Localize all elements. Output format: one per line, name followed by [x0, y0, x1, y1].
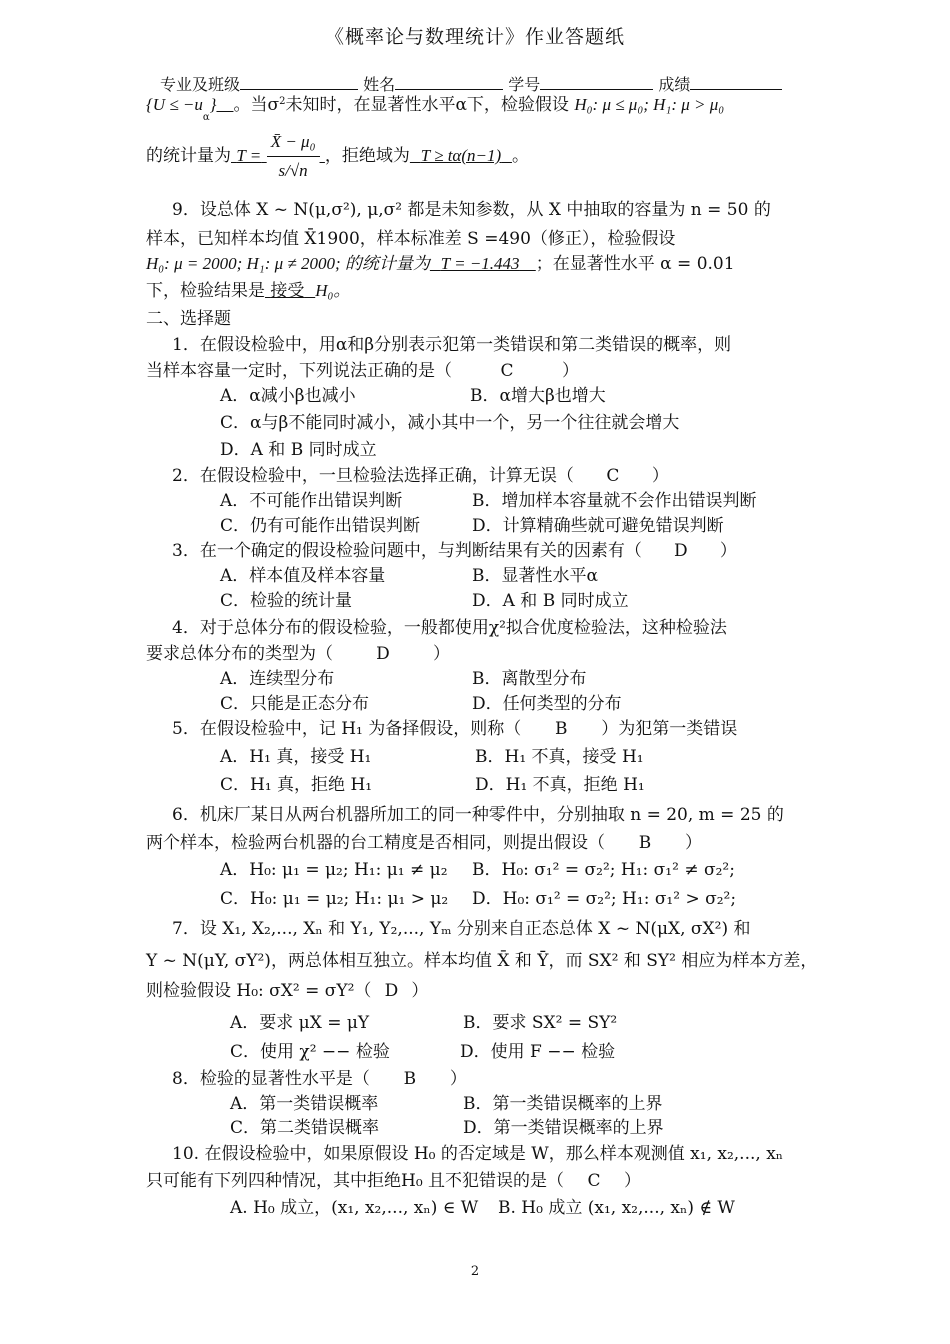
- q9-line-4: 下，检验结果是 接受 H₀。: [146, 281, 351, 301]
- continuation-line-1: $\{U \le -u_\alpha\}$ 。当$\sigma^2$未知时，在显著性水平α下，检验假设 H₀: μ ≤ μ₀; H₁: μ > μ₀: [146, 95, 725, 123]
- q8-option-a: A．第一类错误概率: [230, 1094, 379, 1114]
- name-blank[interactable]: [395, 75, 503, 90]
- q8-option-b: B．第一类错误概率的上界: [463, 1094, 663, 1114]
- q5-option-c: C．H₁ 真，拒绝 H₁: [220, 775, 373, 795]
- q10-option-b: B. H₀ 成立 (x₁, x₂,..., xₙ) ∉ W: [498, 1198, 735, 1218]
- q6-option-c: C．H₀: μ₁ = μ₂; H₁: μ₁ > μ₂: [220, 889, 449, 909]
- q8-option-c: C．第二类错误概率: [230, 1118, 380, 1138]
- q6-option-d: D．H₀: σ₁² = σ₂²; H₁: σ₁² > σ₂²;: [472, 889, 737, 909]
- q5-option-b: B．H₁ 不真，接受 H₁: [475, 747, 644, 767]
- continuation-line-2: 的统计量为 T = $\frac{\text{X̄ − μ₀}}{s/√n}$ ，拒绝域为 T ≥ tα(n−1) 。: [146, 128, 529, 185]
- q5-answer: B: [555, 719, 568, 739]
- q10-option-a: A. H₀ 成立，(x₁, x₂,..., xₙ) ∈ W: [230, 1198, 479, 1218]
- q4-option-b: B．离散型分布: [472, 669, 587, 689]
- q8-answer: B: [403, 1069, 417, 1089]
- q1-stem-1: 1．在假设检验中，用α和β分别表示犯第一类错误和第二类错误的概率，则: [172, 335, 732, 355]
- page-number: 2: [470, 1264, 480, 1279]
- q9-statistic-answer: T = −1.443: [440, 254, 520, 273]
- hypothesis-text: H₀: μ ≤ μ₀; H₁: μ > μ₀: [574, 95, 725, 114]
- q10-answer: C: [587, 1171, 601, 1191]
- q7-stem-2: Y ~ N(μY, σY²)，两总体相互独立。样本均值 X̄ 和 Ȳ，而 SX² 和 SY² 相应为样本方差，: [146, 951, 818, 971]
- q1-stem-2: 当样本容量一定时，下列说法正确的是（ C ）: [146, 361, 579, 381]
- q3-option-a: A．样本值及样本容量: [220, 566, 386, 586]
- q8-option-d: D．第一类错误概率的上界: [463, 1118, 664, 1138]
- q4-option-d: D．任何类型的分布: [472, 694, 622, 714]
- q2-option-c: C．仍有可能作出错误判断: [220, 516, 421, 536]
- q5-option-a: A．H₁ 真，接受 H₁: [220, 747, 372, 767]
- q1-answer: C: [500, 361, 514, 381]
- q4-stem-2: 要求总体分布的类型为（ D ）: [146, 644, 450, 664]
- rejection-region-answer: T ≥ tα(n−1): [420, 146, 502, 165]
- q3-answer: D: [674, 541, 688, 561]
- q5-stem: 5．在假设检验中，记 H₁ 为备择假设，则称（ B ）为犯第一类错误: [172, 719, 738, 739]
- q1-option-d: D．A 和 B 同时成立: [220, 440, 377, 460]
- q6-option-b: B．H₀: σ₁² = σ₂²; H₁: σ₁² ≠ σ₂²;: [472, 860, 735, 880]
- q10-stem-1: 10. 在假设检验中，如果原假设 H₀ 的否定域是 W，那么样本观测值 x₁, x₂,..., xₙ: [172, 1144, 784, 1164]
- major-class-blank[interactable]: [240, 75, 358, 90]
- q1-option-b: B．α增大β也增大: [470, 386, 606, 406]
- q3-stem: 3．在一个确定的假设检验问题中，与判断结果有关的因素有（ D ）: [172, 541, 737, 561]
- document-title: 《概率论与数理统计》作业答题纸: [324, 26, 625, 48]
- q7-option-b: B．要求 SX² = SY²: [463, 1013, 618, 1033]
- q4-option-a: A．连续型分布: [220, 669, 335, 689]
- major-class-label: 专业及班级: [160, 75, 241, 94]
- t-statistic-fraction: $\frac{\text{X̄ − μ₀}}{s/√n}$: [267, 128, 320, 185]
- q6-answer: B: [638, 833, 652, 853]
- q5-option-d: D．H₁ 不真，拒绝 H₁: [475, 775, 645, 795]
- section-2-heading: 二、选择题: [146, 309, 231, 329]
- q8-stem: 8．检验的显著性水平是（ B ）: [172, 1069, 467, 1089]
- q2-stem: 2．在假设检验中，一旦检验法选择正确，计算无误（ C ）: [172, 466, 669, 486]
- score-label: 成绩: [658, 75, 691, 94]
- student-id-label: 学号: [508, 75, 541, 94]
- q4-stem-1: 4．对于总体分布的假设检验，一般都使用χ²拟合优度检验法，这种检验法: [172, 618, 727, 638]
- q4-answer: D: [376, 644, 390, 664]
- q6-stem-2: 两个样本，检验两台机器的台工精度是否相同，则提出假设（ B ）: [146, 833, 702, 853]
- q7-stem-3: 则检验假设 H₀: σX² = σY²（ D ）: [146, 981, 429, 1001]
- q7-option-a: A．要求 μX = μY: [230, 1013, 370, 1033]
- q9-line-2: 样本，已知样本均值 X̄1900，样本标准差 S =490（修正），检验假设: [146, 229, 676, 249]
- q6-stem-1: 6．机床厂某日从两台机器所加工的同一种零件中，分别抽取 n = 20, m = 25 的: [172, 805, 784, 825]
- q7-option-c: C．使用 χ² −− 检验: [230, 1042, 390, 1062]
- score-blank[interactable]: [690, 75, 782, 90]
- q6-option-a: A．H₀: μ₁ = μ₂; H₁: μ₁ ≠ μ₂: [220, 860, 448, 880]
- q3-option-b: B．显著性水平α: [472, 566, 598, 586]
- q7-stem-1: 7．设 X₁, X₂,..., Xₙ 和 Y₁, Y₂,..., Yₘ 分别来自正态总体 X ~ N(μX, σX²) 和: [172, 919, 751, 939]
- q1-option-c: C．α与β不能同时减小，减小其中一个，另一个往往就会增大: [220, 413, 680, 433]
- q2-option-d: D．计算精确些就可避免错误判断: [472, 516, 724, 536]
- name-label: 姓名: [363, 75, 396, 94]
- q3-option-c: C．检验的统计量: [220, 591, 353, 611]
- q7-answer: D: [384, 981, 399, 1001]
- student-info-header: [160, 72, 782, 95]
- q4-option-c: C．只能是正态分布: [220, 694, 370, 714]
- student-id-blank[interactable]: [540, 75, 653, 90]
- q9-result-answer: 接受: [270, 281, 305, 301]
- q7-option-d: D．使用 F −− 检验: [460, 1042, 616, 1062]
- q9-line-3: H₀: μ = 2000; H₁: μ ≠ 2000; 的统计量为 T = −1.443 ；在显著性水平 α = 0.01: [146, 254, 735, 274]
- q2-option-b: B．增加样本容量就不会作出错误判断: [472, 491, 757, 511]
- q10-stem-2: 只可能有下列四种情况，其中拒绝H₀ 且不犯错误的是（ C ）: [146, 1171, 642, 1191]
- q2-answer: C: [606, 466, 620, 486]
- q3-option-d: D．A 和 B 同时成立: [472, 591, 629, 611]
- q9-line-1: 9．设总体 X ~ N(μ,σ²), μ,σ² 都是未知参数，从 X 中抽取的容量为 n = 50 的: [172, 200, 771, 220]
- q2-option-a: A．不可能作出错误判断: [220, 491, 403, 511]
- q1-option-a: A．α减小β也减小: [220, 386, 356, 406]
